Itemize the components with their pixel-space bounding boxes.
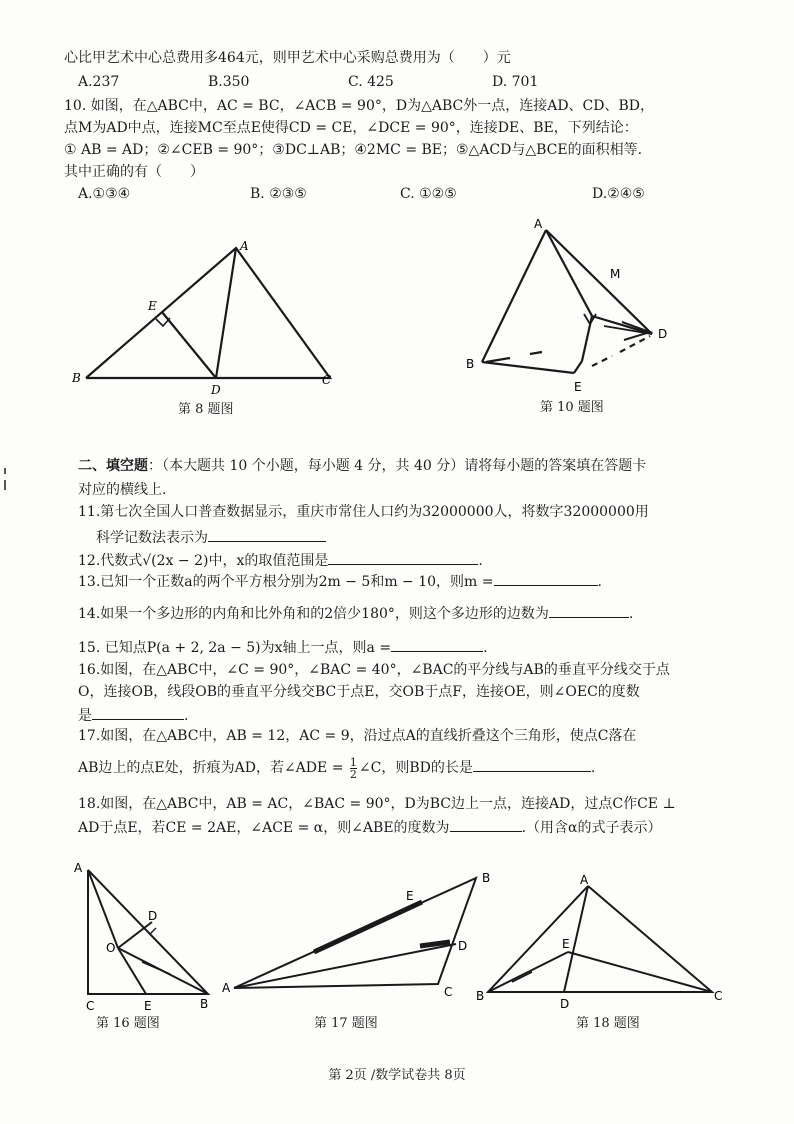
q17-end: . (590, 760, 596, 776)
tick-mid (530, 352, 542, 354)
q11-line2-text: 科学记数法表示为 (96, 530, 208, 546)
label-d: D (458, 939, 468, 953)
label-o: O (106, 941, 116, 955)
segment-de (162, 312, 216, 378)
q9-option-d: D. 701 (492, 74, 539, 90)
figure-10 (462, 216, 682, 396)
label-b: B (72, 371, 81, 385)
label-b: B (466, 357, 475, 371)
q17-line2-text-b: ∠C，则BD的长是 (358, 760, 473, 776)
q10-line2: 点M为AD中点，连接MC至点E使得CD = CE，∠DCE = 90°，连接DE、BE，下列结论： (64, 120, 638, 136)
q12-text: 12.代数式√(2x − 2)中，x的取值范围是 (78, 553, 329, 569)
triangle-abc (86, 248, 330, 378)
segment-ce (568, 952, 712, 992)
label-a: A (74, 861, 83, 875)
right-angle-mark (156, 318, 170, 326)
figure-17-caption: 第 17 题图 (314, 1016, 378, 1031)
figure-16-caption: 第 16 题图 (96, 1016, 160, 1031)
label-a: A (580, 873, 589, 887)
q13-end: . (597, 574, 602, 590)
figure-18-caption: 第 18 题图 (576, 1016, 640, 1031)
q10-option-c: C. ①②⑤ (400, 186, 457, 202)
label-e: E (144, 999, 152, 1013)
q16-answer-blank[interactable] (92, 704, 184, 720)
q13 (78, 570, 602, 592)
q10-line1: 10. 如图，在△ABC中，AC = BC，∠ACB = 90°，D为△ABC外一点，连接AD、CD、BD， (64, 98, 654, 114)
label-e: E (406, 889, 414, 903)
q15-text: 15. 已知点P(a + 2, 2a − 5)为x轴上一点，则a = (78, 640, 392, 656)
segment-ad (216, 248, 236, 378)
q10-option-a: A.①③④ (78, 186, 131, 202)
figure-18 (472, 872, 732, 1012)
label-d: D (560, 997, 570, 1011)
label-c: C (86, 999, 95, 1013)
label-e: E (562, 937, 570, 951)
segment-thick-ae (314, 902, 422, 952)
q10-option-b: B. ②③⑤ (250, 186, 307, 202)
q16-line3-text: 是 (78, 708, 92, 724)
q11-line2 (96, 526, 326, 548)
q16-line1: 16.如图，在△ABC中，∠C = 90°，∠BAC = 40°，∠BAC的平分线与AB的垂直平分线交于点 (78, 662, 670, 678)
segment-ao (88, 870, 118, 948)
label-d: D (211, 383, 221, 397)
segment-ad (234, 944, 456, 988)
figure-8-caption: 第 8 题图 (178, 402, 234, 417)
label-c: C (444, 985, 453, 999)
label-c: C (714, 989, 723, 1003)
q12-answer-blank[interactable] (328, 549, 478, 565)
fraction-one-half (350, 757, 357, 780)
q17-answer-blank[interactable] (473, 756, 591, 772)
label-a: A (240, 239, 249, 253)
tick-mark (512, 972, 532, 982)
figure-16 (72, 858, 222, 1018)
q18-line2-text: AD于点E，若CE = 2AE，∠ACE = α，则∠ABE的度数为 (78, 820, 450, 836)
q9-option-c: C. 425 (348, 74, 394, 90)
binding-mark (4, 480, 6, 490)
q9-option-b: B.350 (208, 74, 250, 90)
q10-line3: ① AB = AD；②∠CEB = 90°；③DC⊥AB；④2MC = BE；⑤△ACD与△BCE的面积相等. (64, 142, 643, 158)
label-m: M (610, 267, 621, 281)
segment-od (118, 922, 152, 948)
q18-line2-end: .（用含α的式子表示） (521, 820, 662, 836)
label-e: E (148, 299, 157, 313)
page-footer: 第 2页 /数学试卷共 8页 (328, 1068, 466, 1083)
q16-line2: O，连接OB，线段OB的垂直平分线交BC于点E，交OB于点F，连接OE，则∠OEC的度数 (78, 684, 640, 700)
q10-line4: 其中正确的有（ ） (64, 164, 204, 180)
q18-answer-blank[interactable] (450, 816, 522, 832)
q9-tail: 心比甲艺术中心总费用多464元，则甲艺术中心采购总费用为（ ）元 (64, 50, 511, 66)
q12-end: . (478, 553, 483, 569)
q16-end: . (184, 708, 189, 724)
segment-be (482, 362, 574, 373)
fraction-numerator: 1 (349, 755, 357, 769)
q14-end: . (628, 606, 634, 622)
fraction-denominator: 2 (349, 767, 357, 781)
q11-answer-blank[interactable] (208, 526, 326, 542)
q13-answer-blank[interactable] (494, 570, 598, 586)
q15-answer-blank[interactable] (391, 636, 483, 652)
label-b: B (200, 997, 209, 1011)
label-d: D (658, 327, 668, 341)
figure-17 (220, 868, 500, 998)
segment-ce-end (574, 361, 582, 373)
label-a: A (534, 217, 543, 231)
q14 (78, 602, 633, 624)
label-b: B (476, 989, 485, 1003)
q13-text: 13.已知一个正数a的两个平方根分别为2m − 5和m − 10，则m = (78, 574, 494, 590)
q14-text: 14.如果一个多边形的内角和比外角和的2倍少180°，则这个多边形的边数为 (78, 606, 549, 622)
label-e: E (574, 380, 582, 394)
q17-line1: 17.如图，在△ABC中，AB = 12，AC = 9，沿过点A的直线折叠这个三角形，使点C落在 (78, 728, 637, 744)
q15 (78, 636, 488, 658)
q15-end: . (483, 640, 488, 656)
section-2-intro: ：（本大题共 10 个小题，每小题 4 分，共 40 分）请将每小题的答案填在答题卡 (148, 458, 647, 474)
figure-8 (60, 232, 350, 397)
segment-ed-dashed-2 (620, 336, 650, 352)
label-a: A (222, 981, 231, 995)
tick-b (486, 358, 510, 362)
binding-mark (4, 468, 6, 474)
segment-be (488, 952, 568, 992)
section-2-heading (78, 456, 646, 476)
q10-option-d: D.②④⑤ (592, 186, 645, 202)
label-b: B (482, 871, 491, 885)
segment-f-mark (142, 962, 170, 974)
segment-ab (482, 230, 546, 362)
section-2-title: 二、填空题 (78, 458, 148, 474)
q14-answer-blank[interactable] (549, 602, 629, 618)
q17-line2-text: AB边上的点E处，折痕为AD，若∠ADE = (78, 760, 348, 776)
q18-line2 (78, 816, 661, 838)
q9-option-a: A.237 (78, 74, 120, 90)
angle-mark (584, 314, 596, 324)
q18-line1: 18.如图，在△ABC中，AB = AC，∠BAC = 90°，D为BC边上一点，连接AD，过点C作CE ⊥ (78, 796, 676, 812)
figure-10-caption: 第 10 题图 (540, 400, 604, 415)
segment-ed-dashed (592, 356, 612, 366)
q12 (78, 549, 483, 571)
q17-line2 (78, 756, 595, 780)
section-2-intro-2: 对应的横线上. (78, 482, 167, 498)
label-d: D (148, 909, 158, 923)
q16-line3 (78, 704, 188, 726)
label-c: C (322, 373, 332, 387)
segment-ac (546, 230, 592, 316)
q11-line1: 11.第七次全国人口普查数据显示，重庆市常住人口约为32000000人，将数字32000000用 (78, 504, 649, 520)
